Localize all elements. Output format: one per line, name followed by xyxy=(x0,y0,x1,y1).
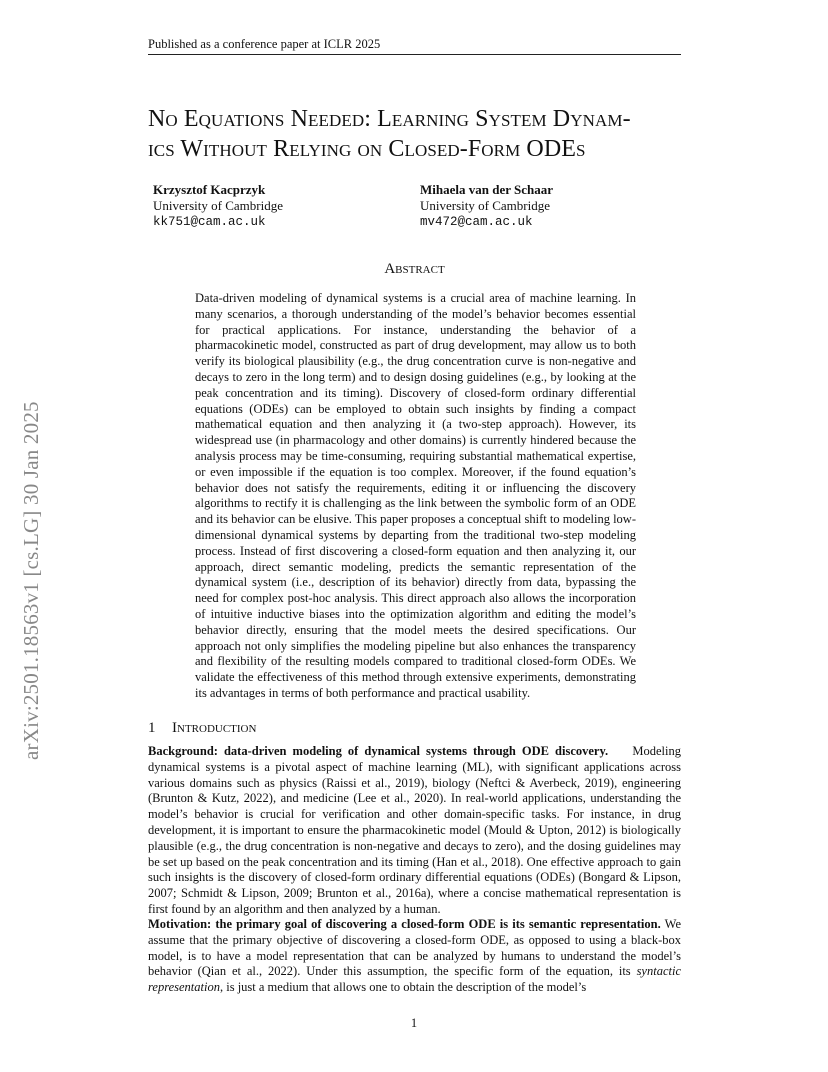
paragraph-lead: Background: data-driven modeling of dynamical systems through ODE discovery. xyxy=(148,744,609,758)
arxiv-stamp[interactable]: arXiv:2501.18563v1 [cs.LG] 30 Jan 2025 xyxy=(19,401,43,760)
paragraph-text-end: , is just a medium that allows one to obtain the description of the model’s xyxy=(219,980,587,995)
author-email[interactable]: mv472@cam.ac.uk xyxy=(420,215,533,229)
abstract-heading: Abstract xyxy=(384,261,445,277)
author-name: Krzysztof Kacprzyk xyxy=(153,182,266,197)
title-line-1: No Equations Needed: Learning System Dynam- xyxy=(148,106,631,132)
paper-title xyxy=(148,104,688,164)
paragraph-motivation xyxy=(148,917,681,996)
running-header: Published as a conference paper at ICLR 2025 xyxy=(148,36,681,55)
section-number: 1 xyxy=(148,720,156,736)
paragraph-text: Modeling dynamical systems is a pivotal aspect of machine learning (ML), with significant applications across various domains such as physics (Raissi et al., 2019), biology (Neftci & Averbeck, 2019), engineering (Brunton & Kutz, 2022), and medicine (Lee et al., 2020). In real-world applications, understanding the model’s behavior is crucial for verification and other domain-specific tasks. For instance, in drug development, it is important to ensure the pharmacokinetic model (Mould & Upton, 2012) is biologically plausible (e.g., the drug concentration is non-negative and decays to zero), and the dosing guidelines may be set up based on the peak concentration and its timing (Han et al., 2018). One effective approach to gain such insights is the discovery of closed-form ordinary differential equations (ODEs) (Bongard & Lipson, 2007; Schmidt & Lipson, 2009; Brunton et al., 2016a), where a concise mathematical representation is first found by an algorithm and then analyzed by a human. xyxy=(148,744,681,916)
paragraph-lead: Motivation: the primary goal of discovering a closed-form ODE is its semantic representation. xyxy=(148,917,661,931)
section-title: Introduction xyxy=(172,720,257,736)
paragraph-italic: syntactic representation xyxy=(148,964,681,995)
paragraph-background xyxy=(148,744,681,918)
page-number: 1 xyxy=(410,1016,418,1030)
author-name: Mihaela van der Schaar xyxy=(420,182,554,197)
paragraph-text: We assume that the primary objective of discovering a closed-form ODE, as opposed to using a black-box model, is to have a model representation that can be analyzed by humans to understand the model’s behavior (Qian et al., 2022). Under this assumption, the specific form of the equation, its xyxy=(148,917,681,979)
author-block-1 xyxy=(153,182,283,230)
author-affiliation: University of Cambridge xyxy=(420,198,550,213)
author-block-2 xyxy=(420,182,553,230)
author-affiliation: University of Cambridge xyxy=(153,198,283,213)
author-email[interactable]: kk751@cam.ac.uk xyxy=(153,215,266,229)
section-heading xyxy=(148,720,256,737)
title-line-2: ics Without Relying on Closed-Form ODEs xyxy=(148,136,586,162)
abstract-text: Data-driven modeling of dynamical systems is a crucial area of machine learning. In many scenarios, a thorough understanding of the model’s behavior becomes essential for practical applications. For instance, understanding the behavior of a pharmacokinetic model, constructed as part of drug development, may allow us to both verify its biological plausibility (e.g., the drug concentration curve is non-negative and decays to zero in the long term) and to design dosing guidelines (e.g., by looking at the peak concentration and its timing). Discovery of closed-form ordinary differential equations (ODEs) can be employed to obtain such insights by finding a compact mathematical equation and then analyzing it (a two-step approach). However, its widespread use (in pharmacology and other domains) is currently hindered because the analysis process may be time-consuming, requiring substantial mathematical expertise, or even impossible if the equation is too complex. Moreover, if the found equation’s behavior does not satisfy the requirements, editing it or influencing the discovery algorithms to rectify it is challenging as the link between the symbolic form of an ODE and its behavior can be elusive. This paper proposes a conceptual shift to modeling low-dimensional dynamical systems by departing from the traditional two-step modeling process. Instead of first discovering a closed-form equation and then analyzing it, our approach, direct semantic modeling, predicts the semantic representation of the dynamical system (i.e., description of its behavior) directly from data, bypassing the need for complex post-hoc analysis. This direct approach also allows the incorporation of intuitive inductive biases into the optimization algorithm and editing the model’s behavior directly, ensuring that the model meets the desired specifications. Our approach not only simplifies the modeling pipeline but also enhances the transparency and flexibility of the resulting models compared to traditional closed-form ODEs. We validate the effectiveness of this method through extensive experiments, demonstrating its advantages in terms of both performance and practical usability. xyxy=(195,291,636,700)
